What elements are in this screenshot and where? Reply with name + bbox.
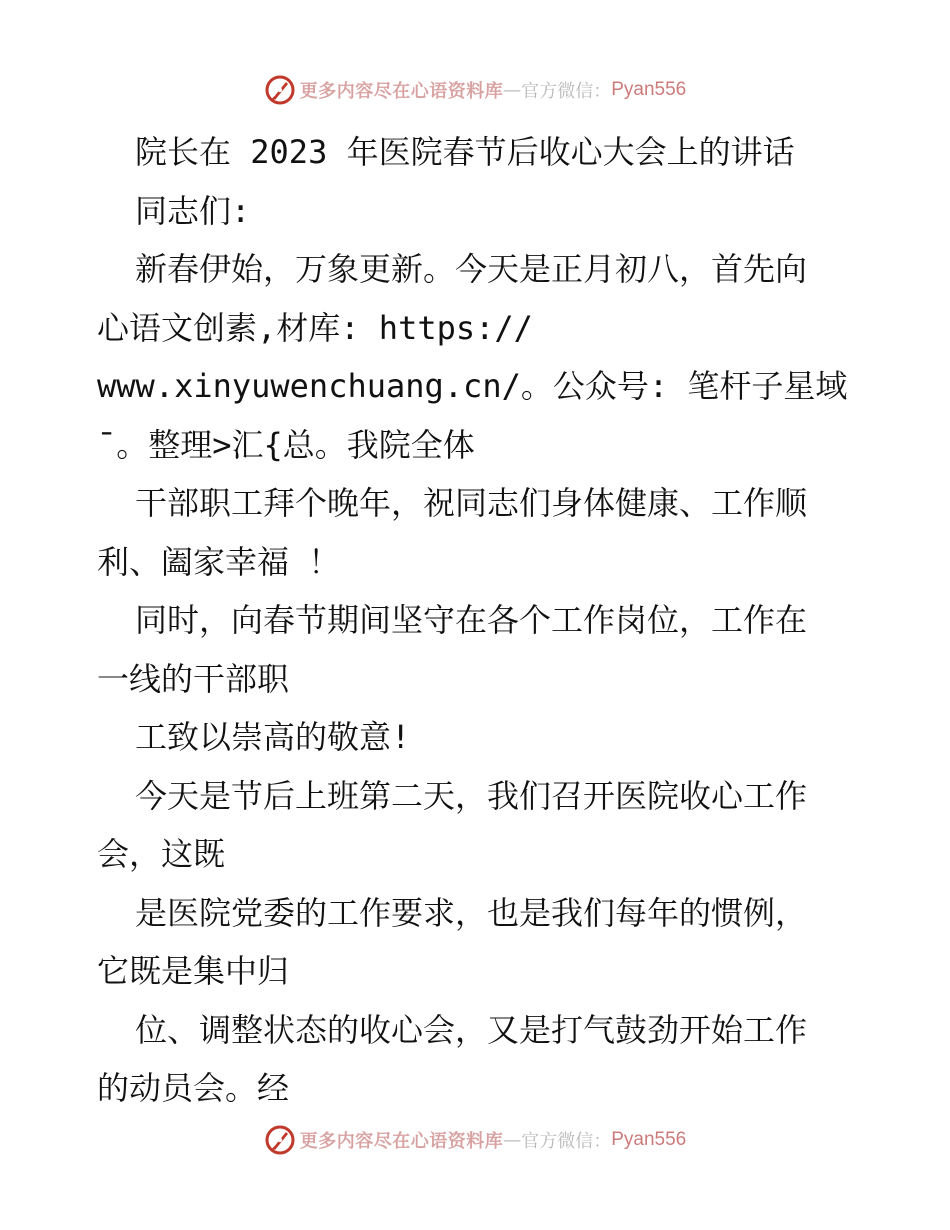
text-line: 它既是集中归 bbox=[97, 952, 290, 990]
text-line: 一线的干部职 bbox=[97, 659, 290, 698]
header-banner-inner bbox=[264, 74, 687, 106]
feather-pen-logo-icon bbox=[264, 1124, 296, 1156]
footer-banner-inner bbox=[264, 1124, 687, 1156]
header-banner-text: 更多内容尽在心语资料库 bbox=[299, 81, 504, 102]
text-line: 同时，向春节期间坚守在各个工作岗位，工作在 bbox=[135, 601, 808, 639]
footer-wechat-id: Pyan556 bbox=[611, 1129, 687, 1150]
text-line: ¯。整理>汇{总。我院全体 bbox=[97, 425, 475, 464]
text-line: 心语文创素,材库: https:// bbox=[97, 308, 533, 347]
text-line: 院长在 2023 年医院春节后收心大会上的讲话 bbox=[135, 133, 795, 171]
text-line: 今天是节后上班第二天，我们召开医院收心工作 bbox=[135, 776, 808, 815]
footer-wechat-label: 官方微信： bbox=[521, 1131, 612, 1152]
header-wechat-id: Pyan556 bbox=[611, 79, 687, 100]
text-line: 的动员会。经 bbox=[97, 1069, 290, 1107]
text-line: 工致以崇高的敬意! bbox=[135, 718, 411, 756]
text-line: www.xinyuwenchuang.cn/。公众号: 笔杆子星域 bbox=[97, 367, 848, 405]
footer-banner bbox=[0, 1120, 950, 1160]
header-wechat-label: 官方微信： bbox=[521, 81, 612, 102]
document-body bbox=[97, 123, 857, 1118]
header-banner-dash: — bbox=[503, 79, 522, 101]
footer-banner-dash: — bbox=[503, 1129, 522, 1151]
feather-pen-logo-icon bbox=[264, 74, 296, 106]
text-line: 干部职工拜个晚年，祝同志们身体健康、工作顺 bbox=[135, 484, 808, 522]
text-line: 新春伊始，万象更新。今天是正月初八，首先向 bbox=[135, 250, 808, 288]
footer-banner-text: 更多内容尽在心语资料库 bbox=[299, 1131, 504, 1152]
text-line: 是医院党委的工作要求，也是我们每年的惯例， bbox=[135, 893, 808, 932]
text-line: 同志们: bbox=[135, 191, 251, 230]
text-line: 会，这既 bbox=[97, 835, 226, 873]
text-line: 位、调整状态的收心会，又是打气鼓劲开始工作 bbox=[135, 1010, 808, 1049]
header-banner bbox=[0, 70, 950, 110]
text-line: 利、阖家幸福 ！ bbox=[97, 542, 341, 581]
